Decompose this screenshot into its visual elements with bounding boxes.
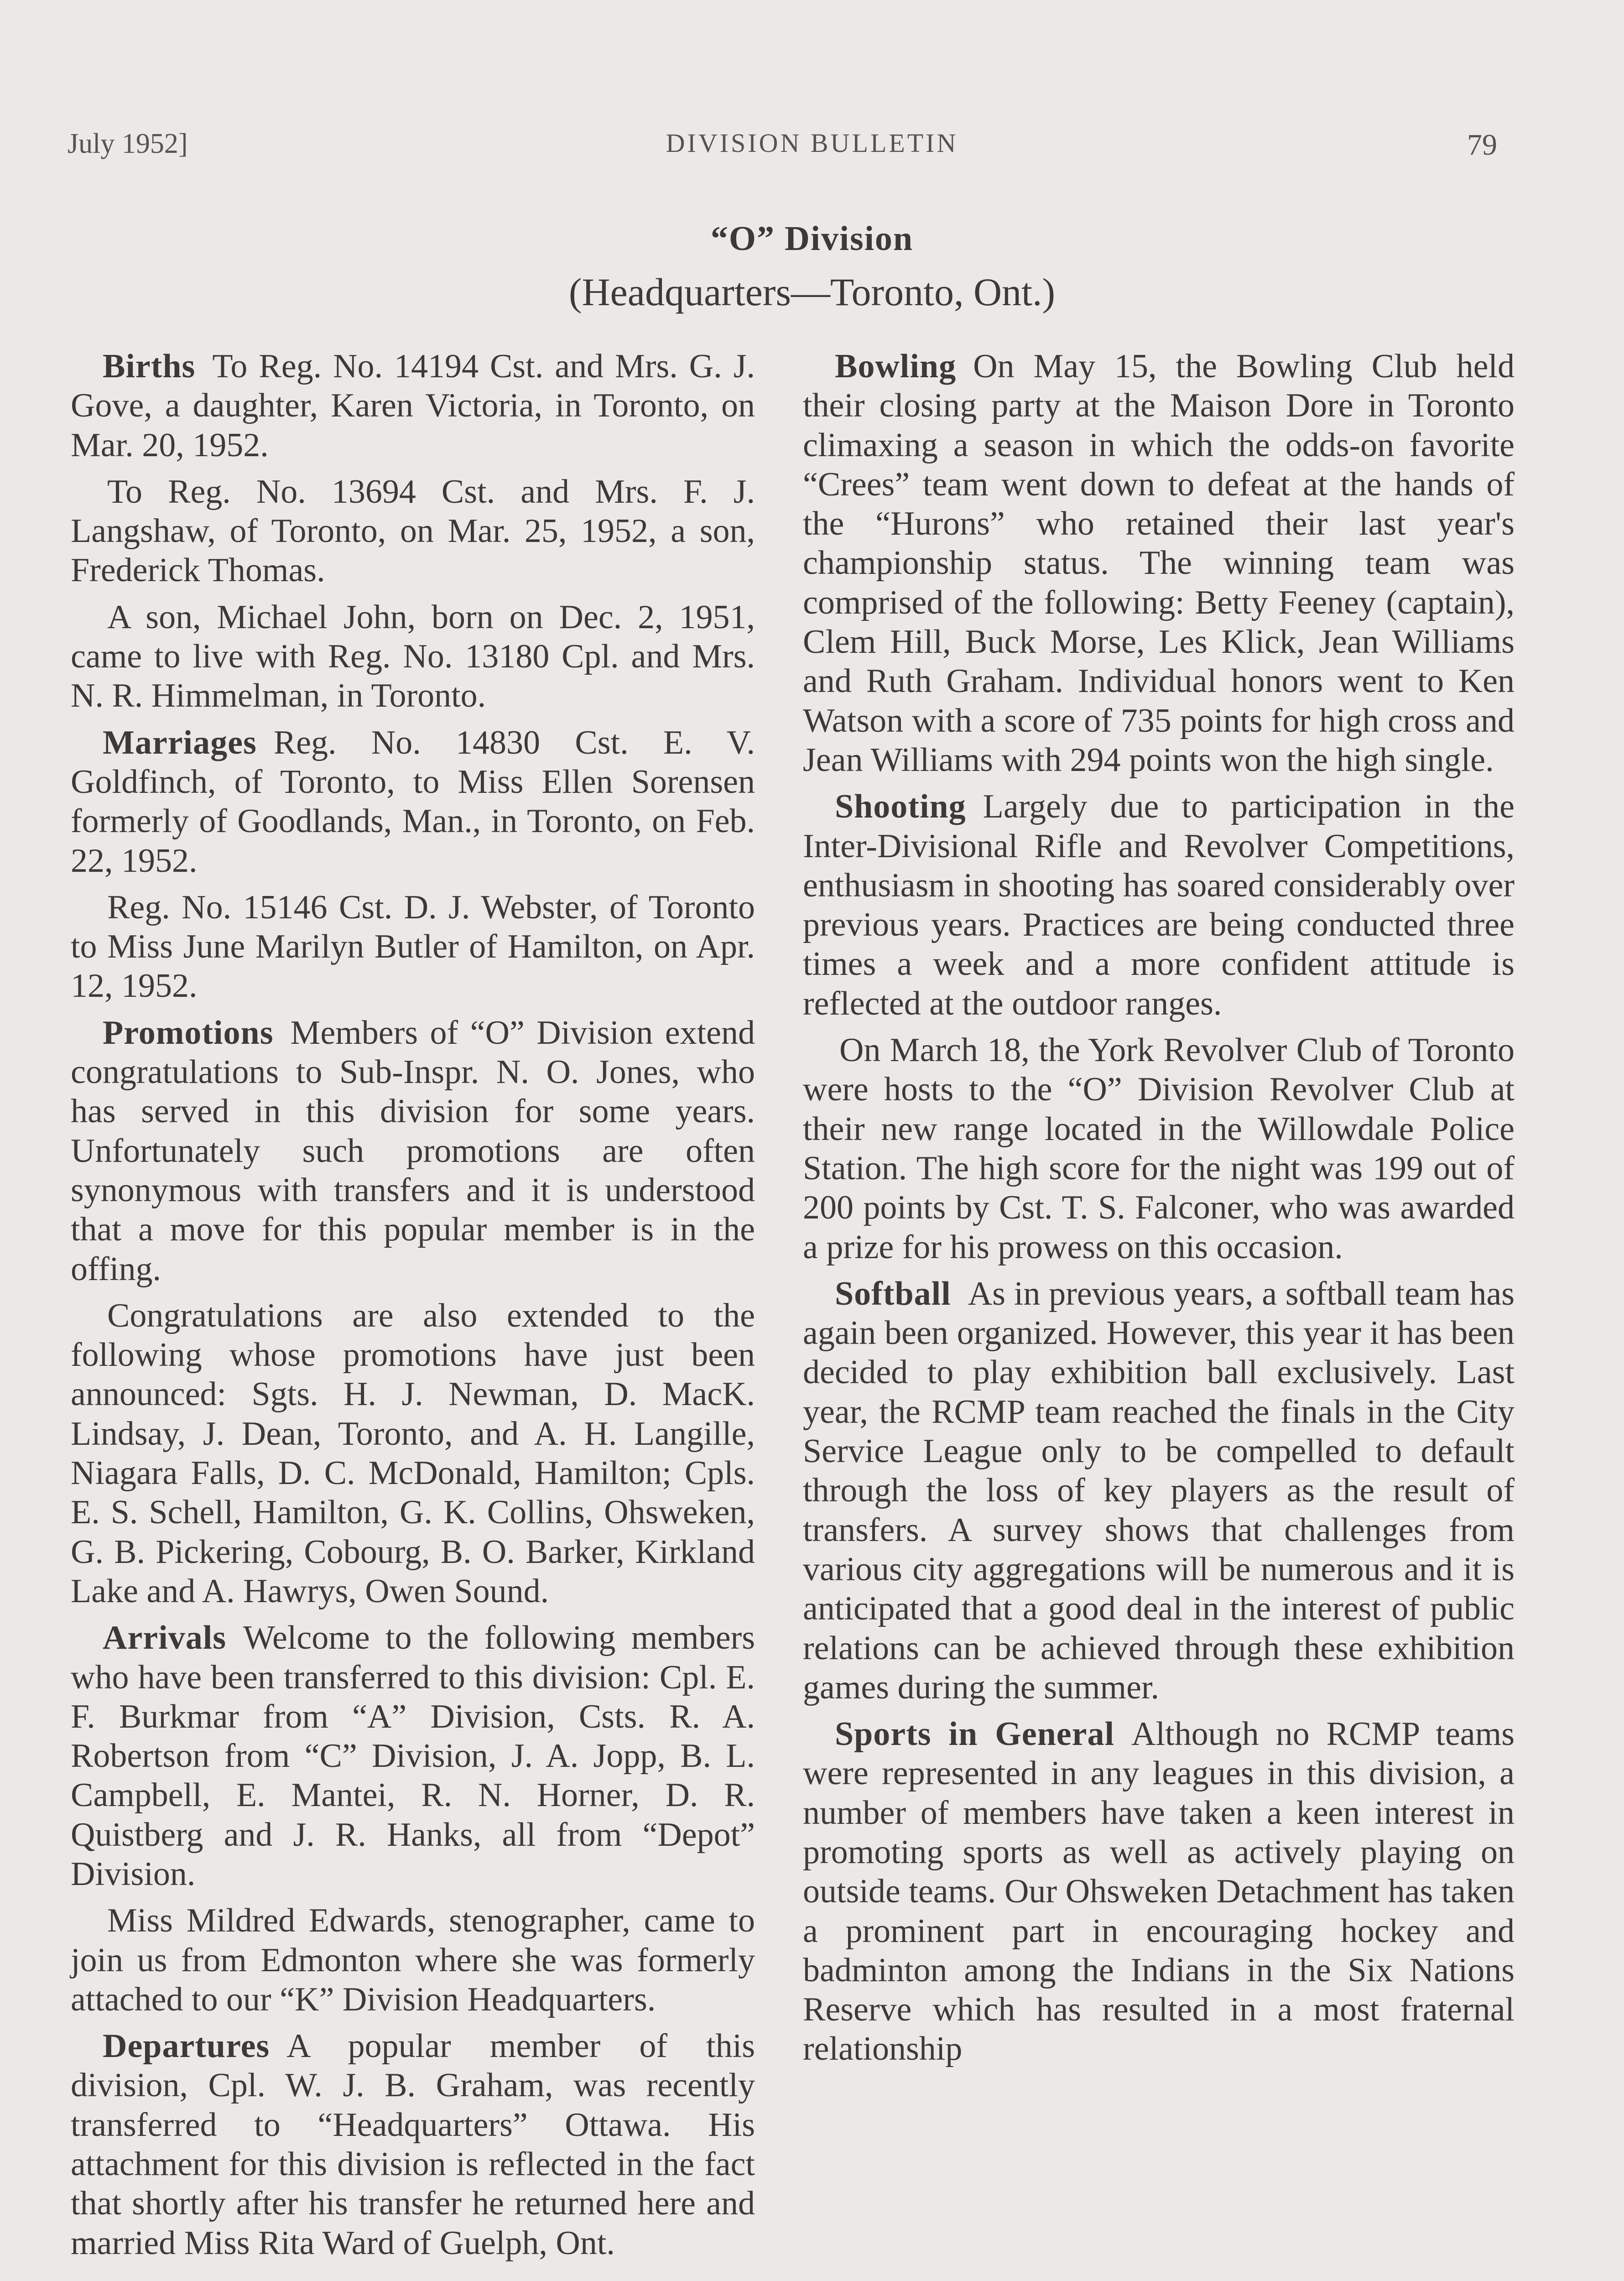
left-column bbox=[71, 347, 755, 2270]
bowling-heading: Bowling bbox=[835, 348, 957, 385]
marriages-paragraph bbox=[71, 723, 755, 880]
births-heading: Births bbox=[103, 348, 196, 385]
births-text-1: To Reg. No. 14194 Cst. and Mrs. G. J. Gove, a daughter, Karen Victoria, in Toronto, on Mar. 20, 1952. bbox=[71, 348, 755, 464]
departures-text-1: A popular member of this division, Cpl. W. J. B. Graham, was recently transferred to “Headquarters” Ottawa. His attachment for this division is reflected in the fact that shortly after his transfer he returned here and married Miss Rita Ward of Guelph, Ont. bbox=[71, 2027, 755, 2262]
page-number: 79 bbox=[1467, 128, 1497, 161]
issue-date: July 1952] bbox=[68, 128, 188, 159]
softball-heading: Softball bbox=[835, 1275, 951, 1312]
section-subtitle: (Headquarters—Toronto, Ont.) bbox=[568, 270, 1056, 314]
section-title: “O” Division bbox=[710, 219, 914, 258]
softball-paragraph bbox=[803, 1274, 1515, 1707]
departures-paragraph bbox=[71, 2026, 755, 2263]
shooting-heading: Shooting bbox=[835, 788, 966, 826]
shooting-paragraph-2: On March 18, the York Revolver Club of Toronto were hosts to the “O” Division Revolver Club at their new range located in the Willowdale Police Station. The high score for the night was 199 out of 200 points by Cst. T. S. Falconer, who was awarded a prize for his prowess on this occasion. bbox=[803, 1031, 1515, 1266]
sports-text-1: Although no RCMP teams were represented in any leagues in this division, a number of members have taken a keen interest in promoting sports as well as actively playing on outside teams. Our Ohsweken Detachment has taken a prominent part in encouraging hockey and badminton among the Indians in the Six Nations Reserve which has resulted in a most fraternal relationship bbox=[803, 1715, 1515, 2068]
promotions-paragraph-2: Congratulations are also extended to the following whose promotions have just been announced: Sgts. H. J. Newman, D. MacK. Lindsay, J. Dean, Toronto, and A. H. Langille, Niagara Falls, D. C. McDonald, Hamilton; Cpls. E. S. Schell, Hamilton, G. K. Collins, Ohsweken, G. B. Pickering, Cobourg, B. O. Barker, Kirkland Lake and A. Hawrys, Owen Sound. bbox=[71, 1297, 755, 1610]
arrivals-heading: Arrivals bbox=[103, 1619, 227, 1657]
right-column bbox=[803, 347, 1515, 2076]
births-paragraph-2: To Reg. No. 13694 Cst. and Mrs. F. J. Langshaw, of Toronto, on Mar. 25, 1952, a son, Frederick Thomas. bbox=[71, 473, 755, 589]
bowling-text-1: On May 15, the Bowling Club held their closing party at the Maison Dore in Toronto climaxing a season in which the odds-on favorite “Crees” team went down to defeat at the hands of the “Hurons” who retained their last year's championship status. The winning team was comprised of the following: Betty Feeney (captain), Clem Hill, Buck Morse, Les Klick, Jean Williams and Ruth Graham. Individual honors went to Ken Watson with a score of 735 points for high cross and Jean Williams with 294 points won the high single. bbox=[803, 348, 1515, 779]
running-head bbox=[0, 128, 1624, 164]
departures-heading: Departures bbox=[103, 2027, 270, 2065]
sports-heading: Sports in General bbox=[835, 1715, 1115, 1753]
marriages-heading: Marriages bbox=[103, 724, 257, 761]
arrivals-text-1: Welcome to the following members who have been transferred to this division: Cpl. E. F. Burkmar from “A” Division, Csts. R. A. Robertson from “C” Division, J. A. Jopp, B. L. Campbell, E. Mantei, R. N. Horner, D. R. Quistberg and J. R. Hanks, all from “Depot” Division. bbox=[71, 1619, 755, 1893]
births-paragraph-3: A son, Michael John, born on Dec. 2, 1951, came to live with Reg. No. 13180 Cpl. and Mrs. N. R. Himmelman, in Toronto. bbox=[71, 598, 755, 715]
promotions-paragraph bbox=[71, 1013, 755, 1289]
births-paragraph bbox=[71, 347, 755, 465]
shooting-text-1: Largely due to participation in the Inter-Divisional Rifle and Revolver Competitions, enthusiasm in shooting has soared considerably over previous years. Practices are being conducted three times a week and a more confident attitude is reflected at the outdoor ranges. bbox=[803, 788, 1515, 1022]
shooting-paragraph bbox=[803, 787, 1515, 1023]
marriages-text-1: Reg. No. 14830 Cst. E. V. Goldfinch, of Toronto, to Miss Ellen Sorensen formerly of Goodlands, Man., in Toronto, on Feb. 22, 1952. bbox=[71, 724, 755, 880]
marriages-paragraph-2: Reg. No. 15146 Cst. D. J. Webster, of Toronto to Miss June Marilyn Butler of Hamilton, on Apr. 12, 1952. bbox=[71, 888, 755, 1005]
arrivals-paragraph-2: Miss Mildred Edwards, stenographer, came to join us from Edmonton where she was formerly attached to our “K” Division Headquarters. bbox=[71, 1902, 755, 2018]
promotions-heading: Promotions bbox=[103, 1014, 274, 1052]
arrivals-paragraph bbox=[71, 1618, 755, 1894]
bowling-paragraph bbox=[803, 347, 1515, 780]
promotions-text-1: Members of “O” Division extend congratulations to Sub-Inspr. N. O. Jones, who has served in this division for some years. Unfortunately such promotions are often synonymous with transfers and it is understood that a move for this popular member is in the offing. bbox=[71, 1014, 755, 1288]
publication-title: DIVISION BULLETIN bbox=[666, 128, 958, 158]
sports-paragraph bbox=[803, 1714, 1515, 2069]
softball-text-1: As in previous years, a softball team has again been organized. However, this year it has been decided to play exhibition ball exclusively. Last year, the RCMP team reached the finals in the City Service League only to be compelled to default through the loss of key players as the result of transfers. A survey shows that challenges from various city aggregations will be numerous and it is anticipated that a good deal in the interest of public relations can be achieved through these exhibition games during the summer. bbox=[803, 1275, 1515, 1706]
